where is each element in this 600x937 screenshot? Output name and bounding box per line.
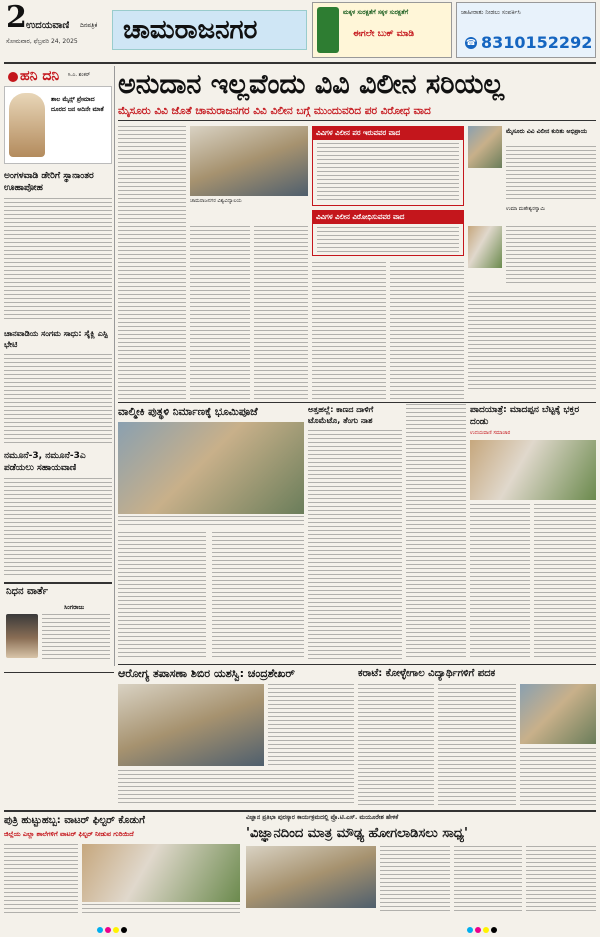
- main-body-col2: [190, 226, 250, 400]
- anti-merger-title: ವಿವಿಗಳ ವಿಲೀನ ವಿರೋಧಿಸುವವರ ವಾದ: [313, 211, 463, 224]
- main-body-col1: [118, 126, 186, 400]
- poet-illustration: [9, 93, 45, 157]
- padayatra-body-2: [534, 504, 596, 660]
- sidebar-quote: ಮೈಸೂರು ವಿವಿ ವಿಲೀನ ಕುರಿತು ಅಭಿಪ್ರಾಯ: [506, 128, 588, 135]
- main-headline: ಅನುದಾನ ಇಲ್ಲವೆಂದು ವಿವಿ ವಿಲೀನ ಸರಿಯಲ್ಲ: [118, 69, 505, 100]
- phone-icon: ☎: [466, 38, 476, 47]
- main-body-col5: [390, 262, 464, 400]
- sidebar-quote-text: [506, 146, 596, 202]
- hani-dani-logo-icon: [8, 72, 18, 82]
- hani-dani-logo: ಹನಿ ದನಿ: [20, 68, 60, 84]
- story-body-anganwadi: [4, 198, 112, 322]
- ad-middle: [312, 2, 452, 58]
- story-headline-chanavadi: ಚಾನವಾಡಿಯ ಸಂಗಮ ಸಾಧು: ಸೈಕ್ಲಿ ಎಸ್ಪಿ ಭೇಟಿ: [4, 329, 108, 349]
- row3-rule: [118, 664, 596, 665]
- obituary-box: [4, 582, 112, 666]
- health-body-2: [118, 770, 354, 806]
- ad-right: [456, 2, 596, 58]
- story-body-chanavadi: [4, 354, 112, 444]
- birthday-caption: [82, 904, 240, 914]
- obituary-text: [42, 614, 110, 662]
- valmiki-photo: [118, 422, 304, 514]
- paper-name: ಉದಯವಾಣಿ: [26, 20, 70, 31]
- date-line: ಸೋಮವಾರ, ಫೆಬ್ರವರಿ 24, 2025: [6, 38, 78, 45]
- ad-middle-bottom: ಈಗಲೇ ಬುಕ್ ಮಾಡಿ: [353, 29, 415, 39]
- registration-marks-right: [466, 918, 498, 926]
- science-headline: 'ವಿಜ್ಞಾನದಿಂದ ಮಾತ್ರ ಮೌಢ್ಯ ಹೋಗಲಾಡಿಸಲು ಸಾಧ್ಯ': [246, 826, 468, 841]
- obituary-label: ನಿಧನ ವಾರ್ತೆ: [6, 586, 48, 597]
- valmiki-caption: [118, 516, 304, 528]
- story-headline-namune: ನಮೂನೆ-3, ನಮೂನೆ-3ಎ ಪಡೆಯಲು ಸಹಾಯವಾಣಿ: [4, 451, 86, 473]
- ad-right-text: ಜಾಹೀರಾತು ನೀಡಲು ಸಂಪರ್ಕಿಸಿ: [461, 9, 521, 16]
- padayatra-photo: [470, 440, 596, 500]
- sidebar-text-3: [468, 292, 596, 392]
- ad-phone-number: 8310152292: [481, 33, 593, 52]
- sidebar-byline: ಉಮಾ ಮಹೇಶ್ವರಸ್ವಾಮಿ: [506, 206, 545, 212]
- padayatra-body-1: [470, 504, 530, 660]
- left-column-divider: [114, 66, 115, 666]
- science-body-2: [454, 846, 522, 912]
- birthday-headline: ಪುತ್ರಿ ಹುಟ್ಟುಹಬ್ಬ: ವಾಟರ್ ಫಿಲ್ಟರ್ ಕೊಡುಗೆ: [4, 815, 145, 826]
- birthday-subheadline: ಜಿಲ್ಲೆಯ ಎಲ್ಲಾ ಶಾಲೆಗಳಿಗೆ ವಾಟರ್ ಫಿಲ್ಟರ್ ನೀಡುವ ಗುರಿಯಿದೆ: [4, 830, 134, 838]
- masthead: [0, 0, 600, 66]
- health-photo: [118, 684, 264, 766]
- main-subheadline-rule: [118, 120, 596, 121]
- ad-middle-top: ಮಕ್ಕಳ ಸುರಕ್ಷತೆಗೆ ಸಕ್ಕಳ ಸುರಕ್ಷತೆಗೆ: [343, 9, 409, 16]
- birthday-body-1: [4, 844, 78, 914]
- ad-middle-phone-graphic: [317, 7, 339, 53]
- pro-merger-text: [317, 143, 459, 203]
- science-photo: [246, 846, 376, 908]
- district-title: ಚಾಮರಾಜನಗರ: [123, 15, 258, 45]
- karate-headline: ಕರಾಟೆ: ಕೋಳ್ಳೇಗಾಲ ವಿದ್ಯಾರ್ಥಿಗಳಿಗೆ ಪದಕ: [358, 668, 496, 679]
- health-headline: ಆರೋಗ್ಯ ತಪಾಸಣಾ ಶಿಬಿರ ಯಶಸ್ವಿ: ಚಂದ್ರಶೇಖರ್: [118, 667, 295, 680]
- commentator-photo-2: [468, 226, 502, 268]
- edition-label: ದಿನಪತ್ರಿಕೆ: [80, 22, 98, 29]
- registration-marks-left: [96, 918, 128, 926]
- obituary-name: ಸಿಂಗರಾಜು: [64, 604, 85, 611]
- row2-rule: [118, 402, 596, 403]
- quote-text: ಶಾಲ ಮೈನ್ಸ್ ಪ್ರೇಮಾದ ದೂರದ ಜನ ಅದಿನೇ ಮಾತೆ: [51, 96, 104, 113]
- obituary-photo: [6, 614, 38, 658]
- health-body-1: [268, 684, 354, 766]
- main-body-col4: [312, 262, 386, 400]
- hani-dani-quote: [4, 86, 112, 164]
- science-body-1: [380, 846, 450, 912]
- karate-photo: [520, 684, 596, 744]
- science-kicker: ವಿಜ್ಞಾನ ಪ್ರತಿಭಾ ಪುರಸ್ಕಾರ ಕಾರ್ಯಕ್ರಮದಲ್ಲಿ ಪ್ರೊ.ಟಿ.ಎಸ್. ಮಯೂರೇಶ ಹೇಳಿಕೆ: [246, 814, 399, 821]
- reporter-tag-padayatra: ಉದಯವಾಣಿ ಸಮಾಚಾರ: [470, 430, 511, 436]
- karate-body-3: [520, 748, 596, 806]
- masthead-rule: [4, 62, 596, 64]
- anti-merger-box: [312, 210, 464, 256]
- valmiki-body-1: [118, 532, 206, 660]
- bottom-rule: [4, 672, 114, 673]
- attack-headline: ಅತ್ತಹಲ್ಲೆ: ಕಾಣದ ದಾಳಿಗೆ ಟೊಮೆಟೊ, ತೆಂಗು ನಾಶ: [308, 405, 374, 425]
- left-column: [4, 66, 112, 666]
- right-sidebar: [468, 126, 596, 396]
- sidebar-text-2: [506, 226, 596, 286]
- pro-merger-title: ವಿವಿಗಳ ವಿಲೀನ ಪರ ಇರುವವರ ವಾದ: [313, 127, 463, 140]
- story-headline-anganwadi: ಅಂಗಳವಾಡಿ ಡೇರಿಗೆ ಸ್ಥಾನಾಂತರ ಊಹಾಪೋಹ: [4, 171, 94, 193]
- district-banner: [112, 10, 307, 50]
- story-body-namune: [4, 478, 112, 576]
- university-photo-caption: ಚಾಮರಾಜನಗರ ವಿಶ್ವವಿದ್ಯಾಲಯ: [190, 198, 242, 204]
- science-body-3: [526, 846, 596, 912]
- karate-body-2: [438, 684, 516, 806]
- commentator-photo-1: [468, 126, 502, 168]
- valmiki-body-2: [212, 532, 304, 660]
- attack-body-2: [406, 404, 466, 660]
- university-photo: [190, 126, 308, 196]
- hani-dani-author: ಸಿ.ಎ. ಶಂಕರ್: [68, 72, 91, 78]
- main-subheadline: ಮೈಸೂರು ವಿವಿ ಜೊತೆ ಚಾಮರಾಜನಗರ ವಿವಿ ವಿಲೀನ ಬಗ್ಗೆ ಮುಂದುವರಿದ ಪರ ವಿರೋಧ ವಾದ: [118, 105, 431, 117]
- karate-body-1: [358, 684, 434, 806]
- padayatra-headline: ಪಾದಯಾತ್ರೆ: ಮಾದಪ್ಪನ ಬೆಟ್ಟಕ್ಕೆ ಭಕ್ತರ ದಂಡು: [470, 405, 580, 427]
- valmiki-headline: ವಾಲ್ಮೀಕಿ ಪುತ್ಥಳಿ ನಿರ್ಮಾಣಕ್ಕೆ ಭೂಮಿಪೂಜೆ: [118, 406, 258, 418]
- pro-merger-box: [312, 126, 464, 206]
- anti-merger-text: [317, 227, 459, 253]
- birthday-photo: [82, 844, 240, 902]
- main-body-col3: [254, 226, 308, 400]
- page-number: 2: [6, 2, 27, 34]
- bottom-rule-full: [4, 810, 596, 812]
- attack-body-1: [308, 430, 402, 660]
